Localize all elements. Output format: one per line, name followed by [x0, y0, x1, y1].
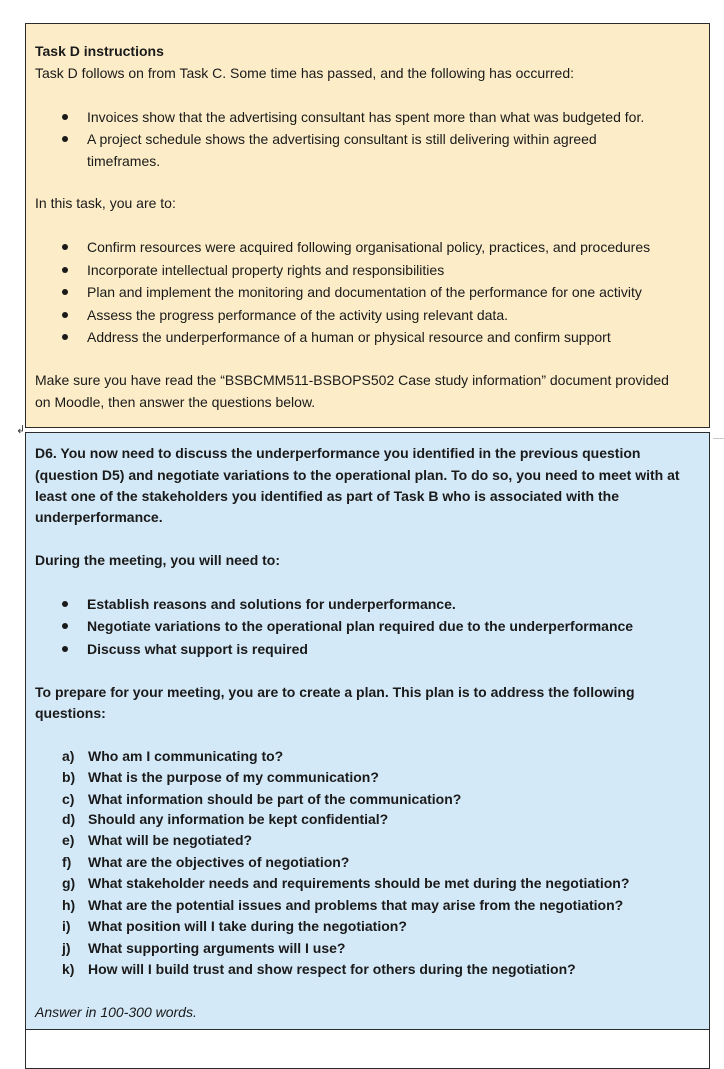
meeting-bullet: Negotiate variations to the operational plan required due to the underperformance [87, 618, 634, 634]
question-marker: e) [62, 832, 75, 848]
question-marker: g) [62, 875, 76, 891]
task-bullet: Incorporate intellectual property rights and responsibilities [87, 262, 445, 278]
task-bullet: Address the underperformance of a human or physical resource and confirm support [87, 329, 611, 345]
occurred-bullet-continuation: timeframes. [87, 153, 161, 169]
task-intro: In this task, you are to: [35, 195, 176, 211]
question-marker: h) [62, 897, 76, 913]
d6-question-line: least one of the stakeholders you identified as part of Task B who is associated with the [35, 488, 619, 504]
meeting-bullet: Establish reasons and solutions for underperformance. [87, 596, 456, 612]
question-marker: c) [62, 791, 75, 807]
planning-question: How will I build trust and show respect for others during the negotiation? [88, 961, 576, 977]
moodle-instruction: Make sure you have read the “BSBCMM511-BSBOPS502 Case study information” document provided [35, 372, 669, 388]
question-marker: a) [62, 748, 75, 764]
word-limit-note: Answer in 100-300 words. [35, 1004, 197, 1020]
moodle-instruction-continuation: on Moodle, then answer the questions below. [35, 394, 316, 410]
planning-question: What is the purpose of my communication? [88, 769, 379, 785]
d6-question-line: (question D5) and negotiate variations to the operational plan. To do so, you need to meet with at [35, 467, 680, 483]
planning-question: What stakeholder needs and requirements should be met during the negotiation? [88, 875, 630, 891]
planning-question: What are the potential issues and problems that may arise from the negotiation? [88, 897, 624, 913]
prepare-instruction-continuation: questions: [35, 705, 106, 721]
task-bullet: Assess the progress performance of the activity using relevant data. [87, 307, 508, 323]
question-marker: b) [62, 769, 76, 785]
planning-question: Who am I communicating to? [88, 748, 284, 764]
planning-question: What will be negotiated? [88, 832, 253, 848]
task-bullet: Plan and implement the monitoring and documentation of the performance for one activity [87, 284, 642, 300]
d6-question-line: underperformance. [35, 509, 163, 525]
question-d6-box [25, 432, 710, 1030]
question-marker: j) [62, 940, 71, 956]
occurred-bullet: Invoices show that the advertising consultant has spent more than what was budgeted for. [87, 109, 645, 125]
table-move-handle-icon[interactable]: ↲ [16, 424, 26, 436]
prepare-instruction: To prepare for your meeting, you are to create a plan. This plan is to address the following [35, 684, 635, 700]
task-d-heading: Task D instructions [35, 43, 164, 59]
planning-question: What supporting arguments will I use? [88, 940, 346, 956]
answer-field[interactable] [25, 1029, 710, 1069]
question-marker: f) [62, 854, 72, 870]
task-bullet: Confirm resources were acquired following organisational policy, practices, and procedures [87, 239, 651, 255]
occurred-bullet: A project schedule shows the advertising consultant is still delivering within agreed [87, 131, 597, 147]
question-marker: d) [62, 811, 76, 827]
task-d-instructions-box [25, 23, 710, 428]
planning-question: Should any information be kept confidential? [88, 811, 389, 827]
task-d-intro: Task D follows on from Task C. Some time has passed, and the following has occurred: [35, 65, 574, 81]
planning-question: What are the objectives of negotiation? [88, 854, 350, 870]
planning-question: What information should be part of the communication? [88, 791, 462, 807]
planning-question: What position will I take during the negotiation? [88, 918, 407, 934]
question-marker: i) [62, 918, 71, 934]
meeting-intro: During the meeting, you will need to: [35, 552, 281, 568]
margin-rule [713, 438, 724, 439]
d6-question-line: D6. You now need to discuss the underperformance you identified in the previous question [35, 445, 641, 461]
meeting-bullet: Discuss what support is required [87, 641, 308, 657]
question-marker: k) [62, 961, 75, 977]
